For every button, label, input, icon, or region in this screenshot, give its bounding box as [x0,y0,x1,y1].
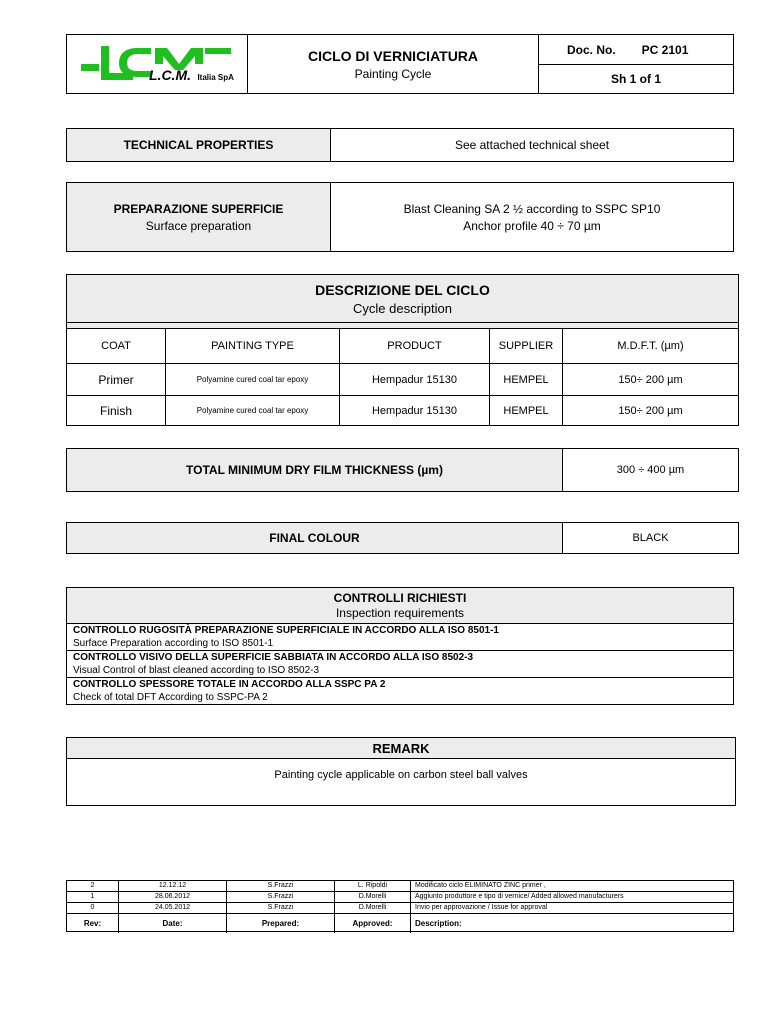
surface-preparation-row [66,182,734,252]
inspection-item [73,678,729,704]
final-colour-label: FINAL COLOUR [67,523,562,553]
inspection-block [66,587,734,705]
final-colour-row [66,522,739,554]
table-row-supplier: HEMPEL [503,373,549,386]
rev-cell: 2 [67,881,119,891]
logo-subtext: Italia SpA [197,73,234,82]
description-cell: Aggiunto produttore e tipo di vernice/ Added allowed manufacturers [415,893,624,900]
table-row-coat: Primer [98,372,134,387]
surface-value-line1: Blast Cleaning SA 2 ½ according to SSPC SP10 [403,201,661,216]
table-row-product: Hempadur 15130 [371,373,457,386]
column-header-coat: COAT [101,340,131,352]
date-cell: 28.06.2012 [119,892,227,902]
revision-history-table [66,880,734,932]
inspection-item-en: Surface Preparation according to ISO 8501-1 [73,638,274,649]
prepared-label: Prepared: [227,914,335,933]
document-title [248,35,538,93]
column-header-supplier: SUPPLIER [498,340,554,352]
rev-cell: 1 [67,892,119,902]
surface-preparation-label [67,183,330,251]
final-colour-value: BLACK [632,532,669,544]
prepared-cell: S.Frazzi [227,892,335,902]
table-row [67,881,733,892]
inspection-item-en: Visual Control of blast cleaned according to ISO 8502-3 [73,665,320,676]
table-row-mdft: 150÷ 200 µm [618,404,683,417]
header-block [66,34,734,94]
prepared-cell: S.Frazzi [227,881,335,891]
inspection-header [67,588,733,623]
table-row-painting-type: Polyamine cured coal tar epoxy [196,375,309,384]
remark-text: Painting cycle applicable on carbon steel ball valves [274,769,528,781]
column-header-painting-type: PAINTING TYPE [211,340,294,352]
table-row [67,903,733,914]
company-logo [79,40,239,88]
cycle-description-header [66,274,739,329]
rev-label: Rev: [67,914,119,933]
history-labels-row [67,914,733,933]
table-row-product: Hempadur 15130 [371,404,457,417]
inspection-item-en: Check of total DFT According to SSPC-PA 2 [73,692,268,703]
technical-properties-row [66,128,734,162]
surface-value-line2: Anchor profile 40 ÷ 70 µm [463,218,601,233]
description-label: Description: [415,919,462,928]
remark-block [66,737,736,806]
table-row-mdft: 150÷ 200 µm [618,373,683,386]
doc-number [539,35,733,64]
technical-properties-label: TECHNICAL PROPERTIES [67,129,330,161]
doc-number-value: PC 2101 [641,42,689,57]
cycle-table [66,328,739,426]
approved-cell: D.Morelli [335,903,411,913]
surface-preparation-value [331,183,733,251]
inspection-title-it: CONTROLLI RICHIESTI [333,591,467,605]
technical-properties-value: See attached technical sheet [454,138,610,152]
rev-cell: 0 [67,903,119,913]
cycle-title-en: Cycle description [353,300,452,316]
inspection-item [73,624,729,650]
date-label: Date: [119,914,227,933]
title-en: Painting Cycle [354,66,432,81]
column-header-mdft: M.D.F.T. (µm) [617,340,684,352]
total-dft-row [66,448,739,492]
inspection-item [73,651,729,677]
remark-title: REMARK [67,738,735,758]
inspection-title-en: Inspection requirements [335,606,465,620]
surface-label-en: Surface preparation [145,218,252,233]
sheet-number: Sh 1 of 1 [610,72,661,86]
inspection-item-it: CONTROLLO RUGOSITÀ PREPARAZIONE SUPERFICIALE IN ACCORDO ALLA ISO 8501-1 [73,625,499,636]
total-dft-value: 300 ÷ 400 µm [616,464,685,476]
inspection-item-it: CONTROLLO VISIVO DELLA SUPERFICIE SABBIATA IN ACCORDO ALLA ISO 8502-3 [73,652,474,663]
column-header-product: PRODUCT [387,340,442,352]
table-row-painting-type: Polyamine cured coal tar epoxy [196,406,309,415]
total-dft-label: TOTAL MINIMUM DRY FILM THICKNESS (µm) [67,449,562,491]
cycle-title-it: DESCRIZIONE DEL CICLO [315,281,490,298]
description-cell: Invio per approvazione / Issue for approval [415,904,548,911]
description-cell: Modificato ciclo ELIMINATO ZINC primer , [415,882,546,889]
prepared-cell: S.Frazzi [227,903,335,913]
table-row [67,892,733,903]
surface-label-it: PREPARAZIONE SUPERFICIE [113,201,284,216]
approved-label: Approved: [335,914,411,933]
logo-text: L.C.M. [149,67,191,83]
table-row-supplier: HEMPEL [503,404,549,417]
date-cell: 24.05.2012 [119,903,227,913]
date-cell: 12.12.12 [119,881,227,891]
doc-label: Doc. No. [567,42,616,57]
inspection-item-it: CONTROLLO SPESSORE TOTALE IN ACCORDO ALLA SSPC PA 2 [73,679,386,690]
approved-cell: L. Ripoldi [335,881,411,891]
table-row-coat: Finish [99,403,132,418]
approved-cell: D.Morelli [335,892,411,902]
title-it: CICLO DI VERNICIATURA [307,47,479,64]
